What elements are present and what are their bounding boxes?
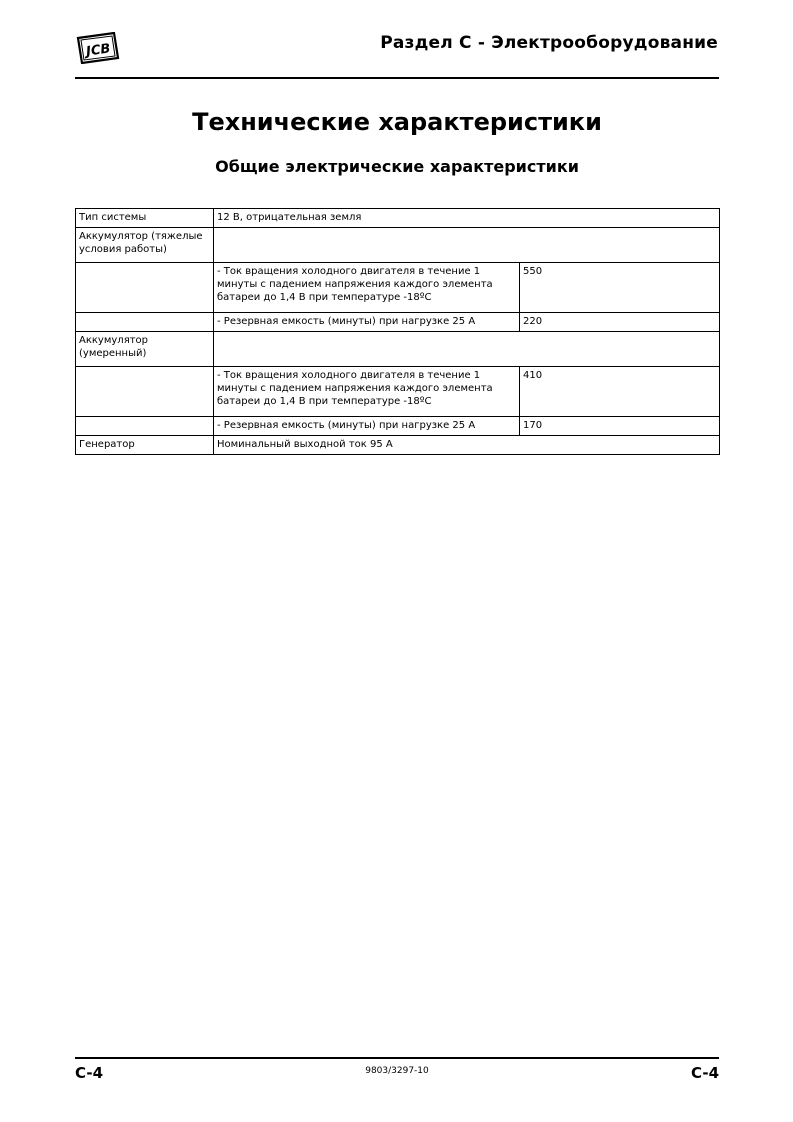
table-row	[76, 313, 720, 332]
row-label-battery-moderate: Аккумулятор (умеренный)	[76, 332, 214, 367]
footer-divider	[75, 1057, 719, 1059]
alternator-value: Номинальный выходной ток 95 А	[214, 436, 720, 455]
jcb-logo-icon	[74, 32, 120, 64]
table-row	[76, 263, 720, 313]
cold-cranking-label-moderate: - Ток вращения холодного двигателя в течение 1 минуты с падением напряжения каждого элемента батареи до 1,4 В при температуре -18ºC	[214, 367, 520, 417]
system-type-value: 12 В, отрицательная земля	[214, 209, 720, 228]
row-label-system-type: Тип системы	[76, 209, 214, 228]
section-title: Раздел C - Электрооборудование	[380, 33, 718, 53]
row-label-battery-heavy: Аккумулятор (тяжелые условия работы)	[76, 228, 214, 263]
reserve-capacity-label-moderate: - Резервная емкость (минуты) при нагрузке 25 А	[214, 417, 520, 436]
document-number: 9803/3297-10	[365, 1066, 429, 1076]
empty-cell	[76, 417, 214, 436]
page-title: Технические характеристики	[192, 108, 602, 136]
table-row	[76, 209, 720, 228]
page-number-right: C-4	[690, 1064, 719, 1082]
empty-cell	[76, 367, 214, 417]
page-number-left: C-4	[75, 1064, 104, 1082]
page-subtitle: Общие электрические характеристики	[215, 157, 579, 176]
empty-cell	[214, 228, 720, 263]
reserve-capacity-value-heavy: 220	[520, 313, 720, 332]
table-row	[76, 332, 720, 367]
cold-cranking-label-heavy: - Ток вращения холодного двигателя в течение 1 минуты с падением напряжения каждого элемента батареи до 1,4 В при температуре -18ºC	[214, 263, 520, 313]
cold-cranking-value-heavy: 550	[520, 263, 720, 313]
header-divider	[75, 77, 719, 79]
table-row	[76, 367, 720, 417]
table-row	[76, 417, 720, 436]
reserve-capacity-label-heavy: - Резервная емкость (минуты) при нагрузке 25 А	[214, 313, 520, 332]
table-row	[76, 436, 720, 455]
empty-cell	[76, 263, 214, 313]
row-label-alternator: Генератор	[76, 436, 214, 455]
electrical-spec-table	[75, 208, 720, 455]
table-row	[76, 228, 720, 263]
reserve-capacity-value-moderate: 170	[520, 417, 720, 436]
svg-text:JCB: JCB	[85, 41, 112, 60]
empty-cell	[76, 313, 214, 332]
cold-cranking-value-moderate: 410	[520, 367, 720, 417]
empty-cell	[214, 332, 720, 367]
jcb-logo	[74, 32, 120, 64]
